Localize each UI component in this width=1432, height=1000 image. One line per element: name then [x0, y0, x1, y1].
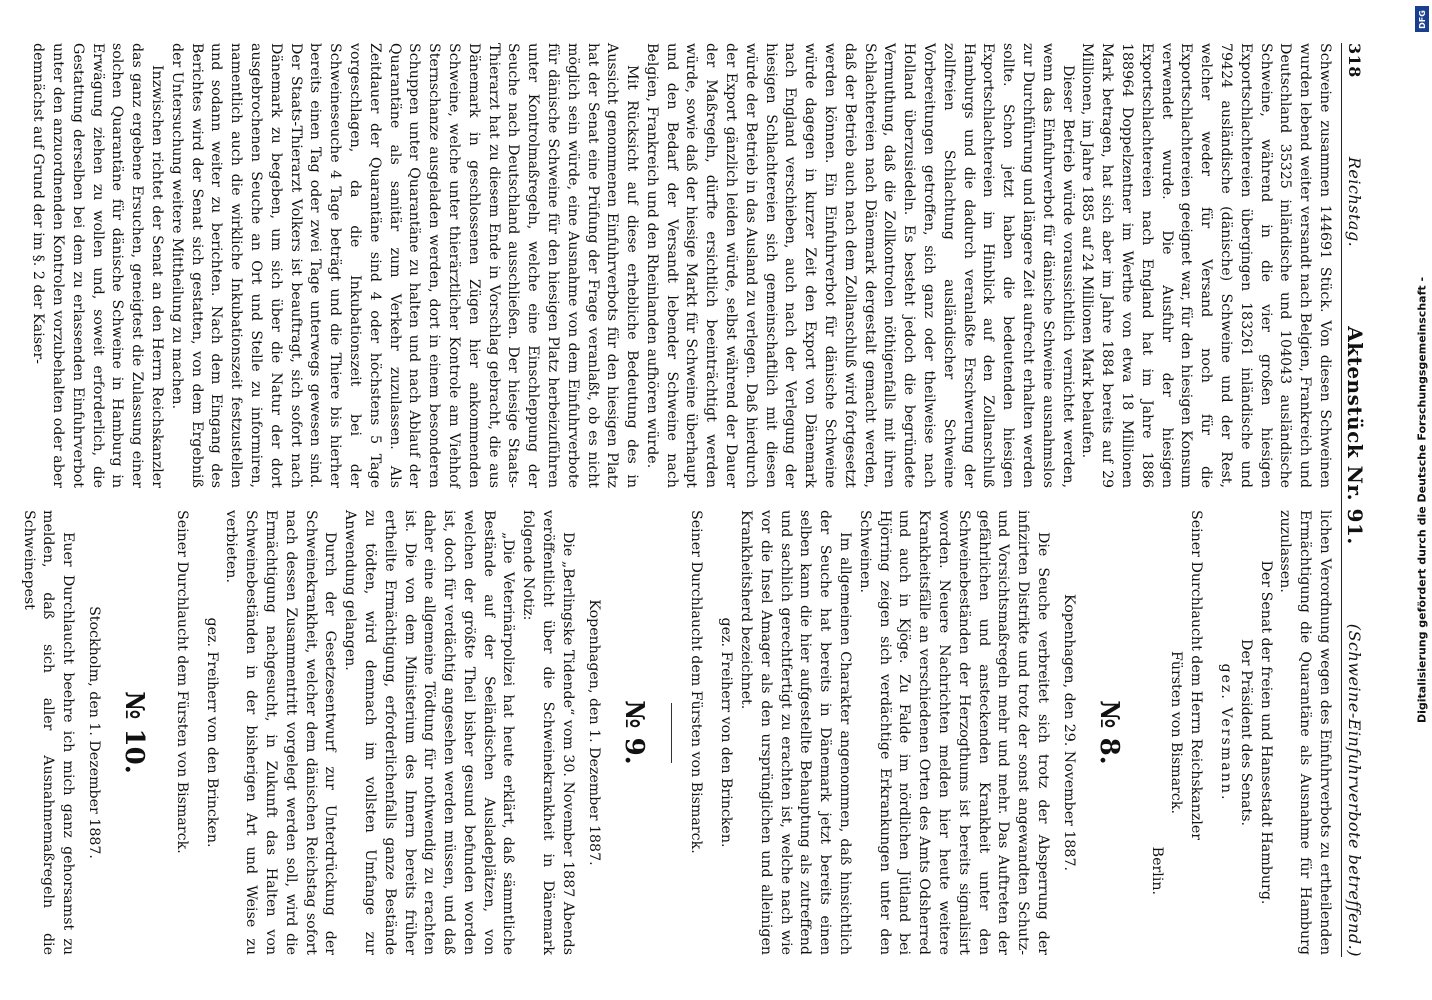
left-column — [30, 43, 1334, 488]
addressee-line: Fürsten von Bismarck. — [1168, 651, 1185, 814]
document-number-heading: № 9. — [618, 700, 649, 765]
signature-line: Der Präsident des Senats. — [1237, 639, 1254, 826]
addressee-place: Berlin. — [1148, 846, 1165, 895]
signature-line: gez. Versmann. — [1218, 663, 1235, 802]
digitization-credit-text: Digitalisierung gefördert durch die Deutsche Forschungsgemeinschaft - — [1415, 276, 1429, 724]
page-number: 318 — [1344, 43, 1364, 78]
scanned-page — [20, 15, 1386, 985]
dfg-logo-text: DFG — [1417, 9, 1427, 29]
signature-line: Der Senat der freien und Hansestadt Hamburg. — [1257, 560, 1274, 905]
paragraph: Die Seuche verbreitet sich trotz der Absperrung der infizirten Distrikte und trotz der sonst angewandten Schutz- und Vorsichtsmaßregeln mehr und mehr. Das Auftreten der gefährlichen und ansteckenden Krankheit unter den Schweinebeständen der Herzogthums ist bereits signalisirt worden. Neuere Nachrichten melden hier heute weitere Krankheitsfälle an verschiedenen Orten des Amts Odsherred und auch in Kjöge. Zu Falde im nördlichen Jütland bei Hjörring zeigen sich verdächtige Erkrankungen unter den Schweinen. — [856, 510, 1052, 955]
paragraph: Durch der Gesetzesentwurf zur Unterdrückung der Schweinekrankheit, welcher dem dänischen Reichstag sofort nach dessen Zusammentritt vorgelegt werden soll, wird die Ermächtigung nachgesucht, in Zukunft das Halten von Schweinebeständen in der bisherigen Art und Weise zu verbieten. — [223, 510, 339, 955]
paragraph: Im allgemeinen Charakter angenommen, daß hinsichtlich der Seuche hat bereits in Dänemark jetzt bereits einen selben kann die hier aufgestellte Behauptung als zutreffend und sachlich gerechtfertigt zu erachten ist, welche nach wie vor die Insel Amager als den ursprünglichen und alleinigen Krankheitsherd bezeichnet. — [738, 510, 854, 955]
dateline: Kopenhagen, den 1. Dezember 1887. — [585, 599, 602, 866]
digitization-credit-strip — [1412, 0, 1432, 1000]
subject-title: (Schweine-Einfuhrverbote betreffend.) — [1344, 623, 1364, 957]
paragraph: Schweine zusammen 144691 Stück. Von diesen Schweinen wurden lebend weiter versandt nach Belgien, Frankreich und Deutschland 35325 inländische und 104043 ausländische Schweine, während in die vier großen hiesigen Exportschlachtereien übergingen 183261 inländische und 79424 ausländische (dänische) Schweine und der Rest, welcher weder für Versand noch für die Exportschlachtereien geeignet war, für den hiesigen Konsum verwendet wurde. Die Ausfuhr der hiesigen Exportschlachtereien nach England hat im Jahre 1886 188964 Doppelzentner im Werthe von etwa 18 Millionen Mark betragen, hat sich aber im Jahre 1884 bereits auf 29 Millionen, im Jahre 1885 auf 24 Millionen Mark belaufen. — [1079, 43, 1333, 488]
section-title: Reichstag. — [1344, 156, 1364, 248]
paragraph: Inzwischen richtet der Senat an den Herrn Reichskanzler das ganz ergebene Ersuchen, geneigtest die Zulassung einer solchen Quarantäne für dänische Schweine in Hamburg in Erwägung ziehen zu wollen und, soweit erforderlich, die Gestattung derselben bei dem zu erlassenden Einfuhrverbot unter den anzuordnenden Kontrolen vorzubehalten oder aber demnächst auf Grund der im §. 2 der Kaiser- — [30, 43, 165, 488]
divider — [671, 703, 672, 763]
document-number-heading: № 8. — [1093, 700, 1124, 765]
paragraph: Dieser Betrieb würde voraussichtlich vernichtet werden, wenn das Einfuhrverbot für dänische Schweine ausnahmslos zur Durchführung und längere Zeit aufrecht erhalten werden sollte. Schon jetzt haben die bedeutenden hiesigen Exportschlachtereien im Hinblick auf den Zollanschluß Hamburgs und die dadurch veranlaßte Erschwerung der zollfreien Schlachtung ausländischer Schweine Vorbereitungen getroffen, sich ganz oder theilweise nach Holland überzusiedeln. Es besteht jedoch die begründete Vermuthung, daß die Zollkontrolen nöthigenfalls mit ihren Schlachtereien nach Dänemark dergestalt gemacht werden, daß der Betrieb auch nach dem Zollanschluß wird fortgesetzt werden können. Ein Einfuhrverbot für dänische Schweine würde dagegen in kurzer Zeit den Export von Dänemark nach England verschieben, auch nach der Verlegung der hiesigen Schlachtereien sich gemeinschaftlich mit diesen würde der Betrieb in das Ausland zu verlegen. Daß hierdurch der Export gänzlich leiden würde, selbst während der Dauer der Maßregeln, dürfte ersichtlich beeinträchtigt werden würde, sowie daß der hiesige Markt für Schweine überhaupt und den Bedarf der Versandt lebender Schweine nach Belgien, Frankreich und den Rheinlanden aufhören würde. — [643, 43, 1076, 488]
paragraph: Euer Durchlaucht beehre ich mich ganz gehorsamst zu melden, daß sich aller Ausnahmemaßregeln die Schweinepest — [20, 510, 77, 955]
document-number-heading: № 10. — [118, 691, 149, 774]
right-column — [20, 510, 1334, 955]
paragraph: Mit Rücksicht auf diese erhebliche Bedeutung des in Aussicht genommenen Einfuhrverbots für den hiesigen Platz hat der Senat eine Prüfung der Frage veranlaßt, ob es nicht möglich sein würde, eine Ausnahme von dem Einfuhrverbote für dänische Schweine für den hiesigen Platz herbeizuführen unter Kontrolmaßregeln, welche eine Einschleppung der Seuche nach Deutschland ausschließen. Der hiesige Staats-Thierarzt hat zu diesem Ende in Vorschlag gebracht, die aus Dänemark in geschlossenen Zügen hier ankommenden Schweine, welche unter thierärztlicher Kontrole am Viehhof Sternschanze ausgeladen werden, dort in einem besonderen Schuppen unter Quarantäne zu halten und nach Ablauf der Quarantäne als sanitär zum Verkehr zuzulassen. Als Zeitdauer der Quarantäne sind 4 oder höchstens 5 Tage vorgeschlagen, da die Inkubationszeit bei der Schweineseuche 4 Tage beträgt und die Thiere bis hierher bereits einen Tag oder zwei Tage unterwegs gewesen sind. Der Staats-Thierarzt Volkers ist beauftragt, sich sofort nach Dänemark zu begeben, um sich über die Natur der dort ausgebrochenen Seuche an Ort und Stelle zu informiren, namentlich auch die wirkliche Inkubationszeit festzustellen und sodann weiter zu berichten. Nach dem Eingang des Berichtes wird der Senat sich gestatten, von dem Ergebniß der Untersuchung weitere Mittheilung zu machen. — [168, 43, 641, 488]
addressee-line: Seiner Durchlaucht dem Fürsten von Bismarck. — [688, 510, 705, 854]
addressee-line: Seiner Durchlaucht dem Herrn Reichskanzler — [1188, 510, 1205, 841]
signature-line: gez. Freiherr von den Brincken. — [718, 617, 735, 848]
dfg-logo — [1415, 6, 1429, 32]
paragraph: Die „Berlingske Tidende“ vom 30. November 1887 Abends veröffentlicht über die Schweinekrankheit in Dänemark folgende Notiz: — [520, 510, 576, 955]
paragraph: „Die Veterinärpolizei hat heute erklärt, daß sämmtliche Bestände auf der Seeländischen Ausladeplätzen, von welchen der größte Theil bisher gesund befunden worden ist, doch für verdächtig angesehen werden müssen, und daß daher eine allgemeine Tödtung für nothwendig zu erachten ist. Die von dem Ministerium des Innern bereits früher ertheilte Ermächtigung, erforderlichenfalls ganze Bestände zu tödten, wird demnach im vollsten Umfange zur Anwendung gelangen. — [342, 510, 517, 955]
dateline: Stockholm, den 1. Dezember 1887. — [85, 606, 102, 859]
addressee-line: Seiner Durchlaucht dem Fürsten von Bismarck. — [173, 510, 190, 854]
dateline: Kopenhagen, den 29. November 1887. — [1060, 593, 1077, 871]
document-number: Aktenstück Nr. 91. — [1342, 326, 1367, 545]
page-header — [1341, 43, 1368, 957]
paragraph: lichen Verordnung wegen des Einfuhrverbots zu ertheilenden Ermächtigung die Quarantäne als Ausnahme für Hamburg zuzulassen. — [1277, 510, 1333, 955]
signature-line: gez. Freiherr von den Brincken. — [203, 617, 220, 848]
